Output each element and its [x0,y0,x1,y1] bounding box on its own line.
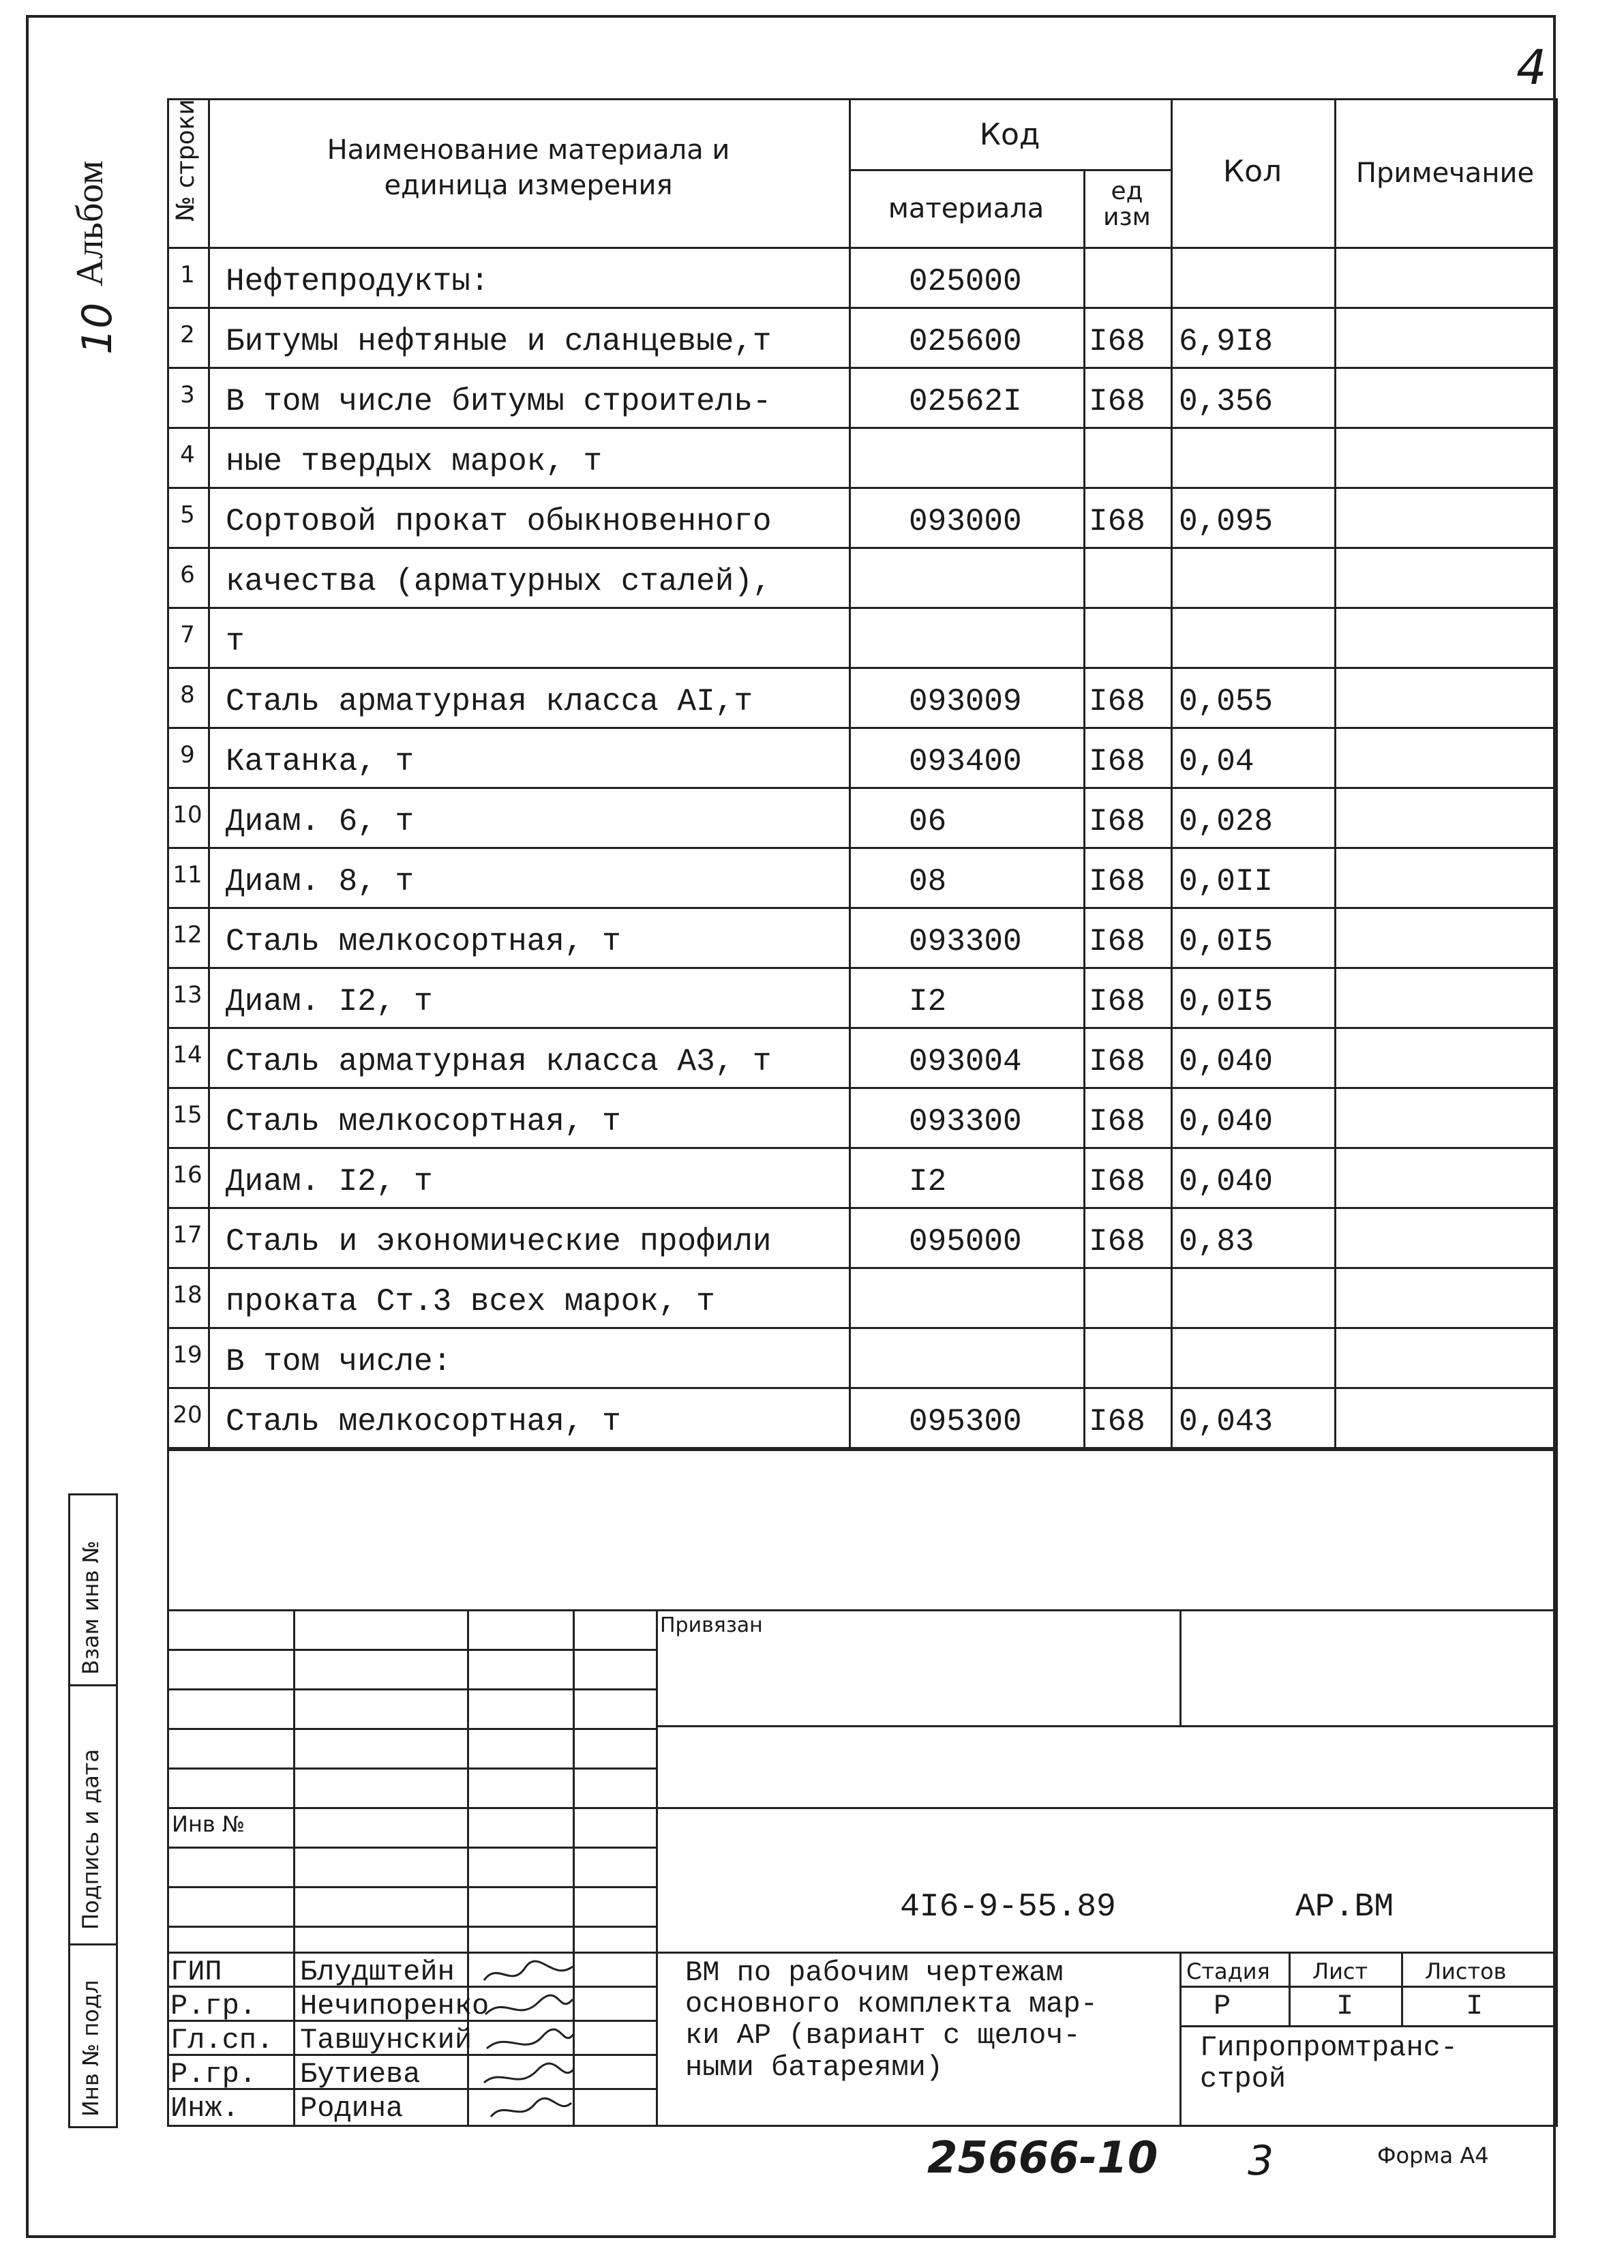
organization-line: Гипропромтранс- [1200,2031,1458,2064]
binding-label: Привязан [660,1613,763,1637]
quantity: 0,0I5 [1179,984,1274,1019]
material-code: 093400 [909,744,1022,779]
material-name: В том числе битумы строитель- [226,384,772,419]
side-stamp-sep [68,1943,118,1945]
row-number: 9 [180,741,195,769]
material-code: 025600 [909,324,1022,359]
inv-label: Инв № [172,1811,245,1837]
table-row [167,489,1558,548]
description-line: ВМ по рабочим чертежам [685,1956,1064,1989]
description-line: ными батареями) [685,2050,944,2084]
unit-code: I68 [1089,924,1145,959]
doc-mark: AP.BM [1295,1889,1394,1926]
unit-code: I68 [1089,804,1145,839]
tb-grid-line [167,1767,658,1770]
material-name: Сталь арматурная класса A3, т [226,1044,772,1079]
material-code: 025000 [909,264,1022,299]
album-label: Альбом [69,160,111,286]
material-name: Сортовой прокат обыкновенного [226,504,772,539]
material-code: 093004 [909,1044,1022,1079]
table-row [167,729,1558,788]
unit-code: I68 [1089,744,1145,779]
table-bottom-line [167,1449,1558,1451]
quantity: 0,040 [1179,1104,1274,1139]
sheet-value: I [1336,1990,1354,2023]
header-material: материала [888,193,1044,224]
quantity: 0,04 [1179,744,1254,779]
name-inzh: Родина [300,2092,404,2125]
side-stamp-sep [68,1493,118,1495]
tb-stage-vsep [1289,1952,1291,2025]
row-number: 17 [172,1221,202,1249]
table-row [167,909,1558,968]
material-name: Сталь мелкосортная, т [226,924,621,959]
unit-code: I68 [1089,984,1145,1019]
footer-page: 3 [1248,2137,1274,2185]
table-row [167,789,1558,848]
material-name: Диам. 8, т [226,864,415,899]
row-number: 4 [180,441,195,468]
tb-stage-line2 [1179,2025,1558,2027]
row-number: 18 [172,1281,202,1309]
table-row [167,609,1558,668]
material-name: т [226,624,245,659]
header-name-line2: единица измерения [384,170,673,201]
material-code: 093300 [909,1104,1022,1139]
header-unit-line2: изм [1103,203,1151,231]
material-code: 02562I [909,384,1022,419]
row-number: 13 [172,981,202,1009]
table-row [167,1089,1558,1148]
tb-grid-line [167,1807,1558,1809]
table-row [167,1209,1558,1268]
material-name: Сталь арматурная класса AI,т [226,684,753,719]
tb-grid-line [167,1847,658,1849]
header-unit [1083,179,1171,230]
table-row [167,1389,1558,1448]
row-number: 12 [172,921,202,949]
tb-grid-vline [293,1609,295,2125]
material-name: Битумы нефтяные и сланцевые,т [226,324,772,359]
material-name: Диам. I2, т [226,1164,433,1199]
material-code: 08 [909,864,947,899]
header-qty: Кол [1222,154,1282,189]
material-name: Сталь мелкосортная, т [226,1104,621,1139]
row-number: 20 [172,1401,202,1429]
row-number: 19 [172,1341,202,1369]
organization [1200,2032,1458,2095]
stage-value: P [1214,1990,1231,2023]
material-code: I2 [909,984,947,1019]
row-number: 16 [172,1161,202,1189]
organization-line: строй [1200,2063,1287,2096]
tb-grid-vline [656,1609,658,2125]
quantity: 0,0I5 [1179,924,1274,959]
header-name-line1: Наименование материала и [327,134,730,166]
table-top-border [167,98,1558,100]
quantity: 0,040 [1179,1044,1274,1079]
quantity: 0,356 [1179,384,1274,419]
row-number: 8 [180,681,195,708]
name-rgr1: Нечипоренко [300,1990,490,2023]
tb-binding-bottom [656,1725,1558,1727]
unit-code: I68 [1089,384,1145,419]
doc-description [685,1957,1098,2083]
quantity: 0,0II [1179,864,1274,899]
material-code: 095300 [909,1404,1022,1439]
row-number: 5 [180,501,195,528]
role-rgr2: Р.гр. [170,2058,257,2091]
row-number: 7 [180,621,195,648]
tb-grid-line [167,1886,658,1888]
row-number: 2 [180,321,195,348]
code-subheader-line [849,169,1171,171]
row-number: 1 [180,261,195,288]
quantity: 0,055 [1179,684,1274,719]
table-row [167,1269,1558,1328]
page-number: 4 [1516,40,1547,95]
table-row [167,969,1558,1028]
table-row [167,309,1558,368]
material-code: 095000 [909,1224,1022,1259]
material-code: 093000 [909,504,1022,539]
stamp-vzam-inv: Взам инв № [78,1540,104,1675]
unit-code: I68 [1089,1224,1145,1259]
tb-desc-sep [1179,1952,1182,2125]
quantity: 0,095 [1179,504,1274,539]
table-row [167,849,1558,908]
table-row [167,1149,1558,1208]
name-rgr2: Бутиева [300,2058,421,2091]
row-number: 11 [172,861,202,889]
table-row [167,369,1558,428]
tb-grid-line [167,1609,658,1611]
table-row [167,669,1558,728]
tb-grid-line [167,1952,1558,1954]
quantity: 6,9I8 [1179,324,1274,359]
material-code: 093300 [909,924,1022,959]
header-unit-line1: ед [1111,177,1143,205]
header-note: Примечание [1355,158,1535,189]
unit-code: I68 [1089,324,1145,359]
archive-number: 25666-10 [927,2133,1158,2183]
tb-stage-line [1179,1986,1558,1988]
material-name: В том числе: [226,1344,452,1379]
unit-code: I68 [1089,1164,1145,1199]
name-gip: Блудштейн [300,1956,455,1988]
material-name: Сталь и экономические профили [226,1224,772,1259]
row-number: 6 [180,561,195,588]
description-line: основного комплекта мар- [685,1988,1098,2021]
tb-binding-sep [1179,1609,1182,1725]
doc-code: 4I6-9-55.89 [900,1889,1116,1926]
table-row [167,249,1558,308]
tb-binding-top [656,1609,1558,1611]
form-label: Форма А4 [1377,2143,1489,2168]
material-code: I2 [909,1164,947,1199]
unit-code: I68 [1089,1104,1145,1139]
unit-code: I68 [1089,1404,1145,1439]
quantity: 0,043 [1179,1404,1274,1439]
header-row-no: № строки [172,99,200,222]
material-name: Диам. 6, т [226,804,415,839]
table-row [167,429,1558,488]
sheets-value: I [1466,1990,1484,2023]
material-code: 06 [909,804,947,839]
unit-code: I68 [1089,504,1145,539]
material-name: Диам. I2, т [226,984,433,1019]
side-stamp-border-inner [116,1493,118,2128]
row-number: 3 [180,381,195,408]
stamp-inv-podl: Инв № подл [78,1980,104,2117]
quantity: 0,028 [1179,804,1274,839]
role-glsp: Гл.сп. [170,2024,274,2057]
tb-grid-line [167,1688,658,1690]
stamp-sign-date: Подпись и дата [78,1748,104,1930]
table-row [167,549,1558,608]
row-number: 14 [172,1041,202,1069]
unit-code: I68 [1089,1044,1145,1079]
tb-bottom-border [167,2125,1558,2127]
side-stamp-sep [68,1684,118,1686]
tb-left-border [167,1451,169,2126]
sheets-label: Листов [1425,1958,1507,1984]
table-row [167,1029,1558,1088]
material-code: 093009 [909,684,1022,719]
material-name: Сталь мелкосортная, т [226,1404,621,1439]
description-line: ки AP (вариант с щелоч- [685,2019,1081,2053]
material-name: качества (арматурных сталей), [226,564,772,599]
material-name: Катанка, т [226,744,415,779]
tb-grid-line [167,1926,658,1928]
tb-grid-line [167,1728,658,1730]
side-stamp-sep [68,2126,118,2128]
unit-code: I68 [1089,864,1145,899]
album-number: 10 [74,302,121,355]
name-glsp: Тавшунский [300,2024,472,2057]
tb-grid-line [167,1649,658,1651]
header-code: Код [979,117,1040,152]
side-stamp-border [68,1493,70,2128]
row-number: 10 [172,801,202,829]
material-name: проката Ст.3 всех марок, т [226,1284,715,1319]
row-number: 15 [172,1101,202,1129]
role-gip: ГИП [170,1956,222,1988]
spec-table [167,98,1558,1451]
sheet-label: Лист [1312,1958,1368,1984]
quantity: 0,040 [1179,1164,1274,1199]
role-rgr1: Р.гр. [170,1990,257,2023]
tb-stage-vsep [1401,1952,1403,2025]
stage-label: Стадия [1186,1958,1270,1984]
material-name: ные твердых марок, т [226,444,603,479]
quantity: 0,83 [1179,1224,1254,1259]
signatures [477,1954,580,2125]
material-name: Нефтепродукты: [226,264,490,299]
role-inzh: Инж. [170,2092,239,2125]
table-row [167,1329,1558,1388]
unit-code: I68 [1089,684,1145,719]
